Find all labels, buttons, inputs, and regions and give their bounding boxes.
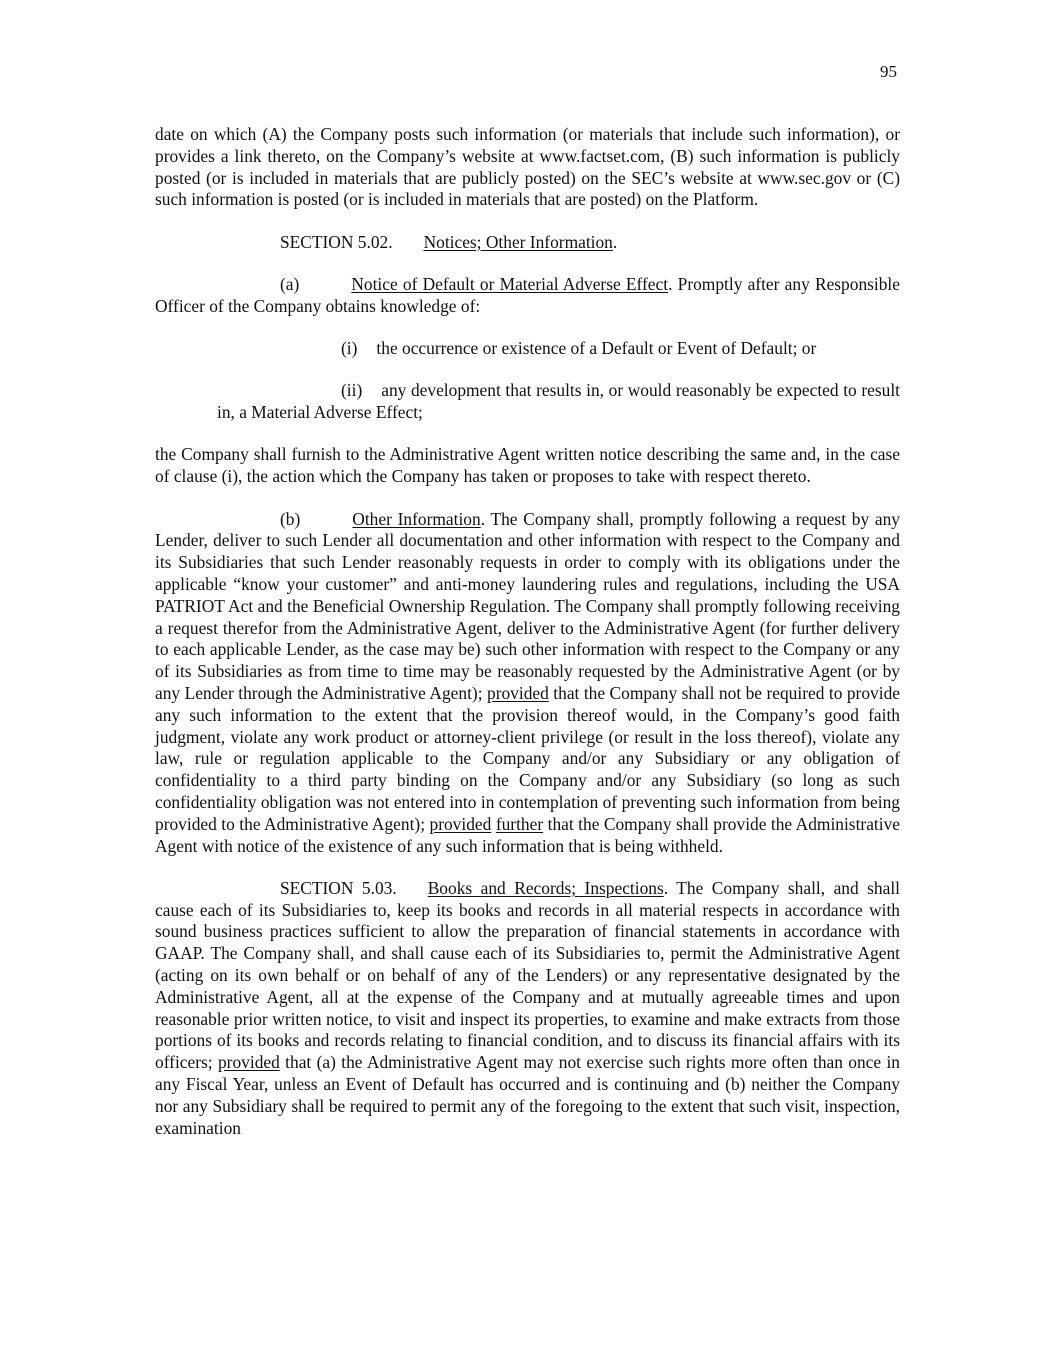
clause-i-text: the occurrence or existence of a Default or Event of Default; or xyxy=(376,338,817,359)
document-body xyxy=(155,124,900,1160)
paragraph-a-text: . Promptly after any Responsible Officer of the Company obtains knowledge of: xyxy=(155,273,900,316)
paragraph-b-further: further xyxy=(495,813,544,834)
paragraph-b-label: (b) xyxy=(280,508,301,529)
section-5-03-title: Books and Records; Inspections xyxy=(427,877,664,898)
clause-ii xyxy=(155,380,900,424)
section-5-03 xyxy=(155,878,900,1140)
section-5-02-heading xyxy=(155,232,900,254)
section-5-03-text-1: . The Company shall, and shall cause each of its Subsidiaries to, keep its books and records in all material respects in accordance with sound business practices sufficient to allow the preparation of financial statements in accordance with GAAP. The Company shall, and shall cause each of its Subsidiaries to, permit the Administrative Agent (acting on its own behalf or on behalf of any of the Lenders) or any representative designated by the Administrative Agent, all at the expense of the Company and at mutually agreeable times and upon reasonable prior written notice, to visit and inspect its properties, to examine and make extracts from those portions of its books and records relating to financial condition, and to discuss its financial affairs with its officers; xyxy=(155,877,901,1073)
paragraph-b xyxy=(155,509,900,858)
paragraph-a-heading: Notice of Default or Material Adverse Effect xyxy=(351,273,669,294)
paragraph-b-text-1: . The Company shall, promptly following a request by any Lender, deliver to such Lender all documentation and other information with respect to the Company and its Subsidiaries that such Lender reasonably requests in order to comply with its obligations under the applicable “know your customer” and anti-money laundering rules and regulations, including the USA PATRIOT Act and the Beneficial Ownership Regulation. The Company shall promptly following receiving a request therefor from the Administrative Agent, deliver to the Administrative Agent (for further delivery to each applicable Lender, as the case may be) such other information with respect to the Company or any of its Subsidiaries as from time to time may be reasonably requested by the Administrative Agent (or by any Lender through the Administrative Agent); xyxy=(155,508,900,703)
page-number: 95 xyxy=(880,62,897,81)
paragraph-a-label: (a) xyxy=(280,273,300,294)
intro-text: date on which (A) the Company posts such information (or materials that include such information), or provides a link thereto, on the Company’s website at www.factset.com, (B) such information is publicly posted (or is included in materials that are publicly posted) on the SEC’s website at www.sec.gov or (C) such information is posted (or is included in materials that are posted) on the Platform. xyxy=(155,124,900,210)
section-5-02-title-end: . xyxy=(612,231,618,252)
paragraph-b-heading: Other Information xyxy=(352,508,481,529)
section-5-02-title: Notices; Other Information xyxy=(423,231,613,252)
furnish-text: the Company shall furnish to the Administrative Agent written notice describing the same and, in the case of clause (i), the action which the Company has taken or proposes to take with respect thereto. xyxy=(155,444,900,487)
paragraph-a xyxy=(155,274,900,318)
paragraph-b-text-2: that the Company shall not be required to provide any such information to the extent that the provision thereof would, in the Company’s good faith judgment, violate any work product or attorney-client privilege (or result in the loss thereof), violate any law, rule or regulation applicable to the Company and/or any Subsidiary or any obligation of confidentiality to a third party binding on the Company and/or any Subsidiary (so long as such confidentiality obligation was not entered into in contemplation of preventing such information from being provided to the Administrative Agent); xyxy=(155,682,900,834)
clause-ii-label: (ii) xyxy=(341,380,363,401)
section-5-02-number: SECTION 5.02. xyxy=(280,231,393,252)
clause-i-label: (i) xyxy=(341,338,358,359)
intro-paragraph xyxy=(155,124,900,211)
section-5-03-number: SECTION 5.03. xyxy=(280,877,397,898)
section-5-03-text-2: that (a) the Administrative Agent may not exercise such rights more often than once in any Fiscal Year, unless an Event of Default has occurred and is continuing and (b) neither the Company nor any Subsidiary shall be required to permit any of the foregoing to the extent that such visit, inspection, examination xyxy=(155,1052,900,1138)
paragraph-b-provided-2: provided xyxy=(429,813,492,834)
section-5-03-provided: provided xyxy=(217,1052,280,1073)
clause-i xyxy=(155,338,900,360)
paragraph-b-provided: provided xyxy=(487,682,549,703)
clause-ii-text: any development that results in, or would reasonably be expected to result in, a Material Adverse Effect; xyxy=(217,380,900,423)
furnish-paragraph xyxy=(155,444,900,488)
paragraph-b-text-3: that the Company shall provide the Administrative Agent with notice of the existence of any such information that is being withheld. xyxy=(155,813,900,856)
